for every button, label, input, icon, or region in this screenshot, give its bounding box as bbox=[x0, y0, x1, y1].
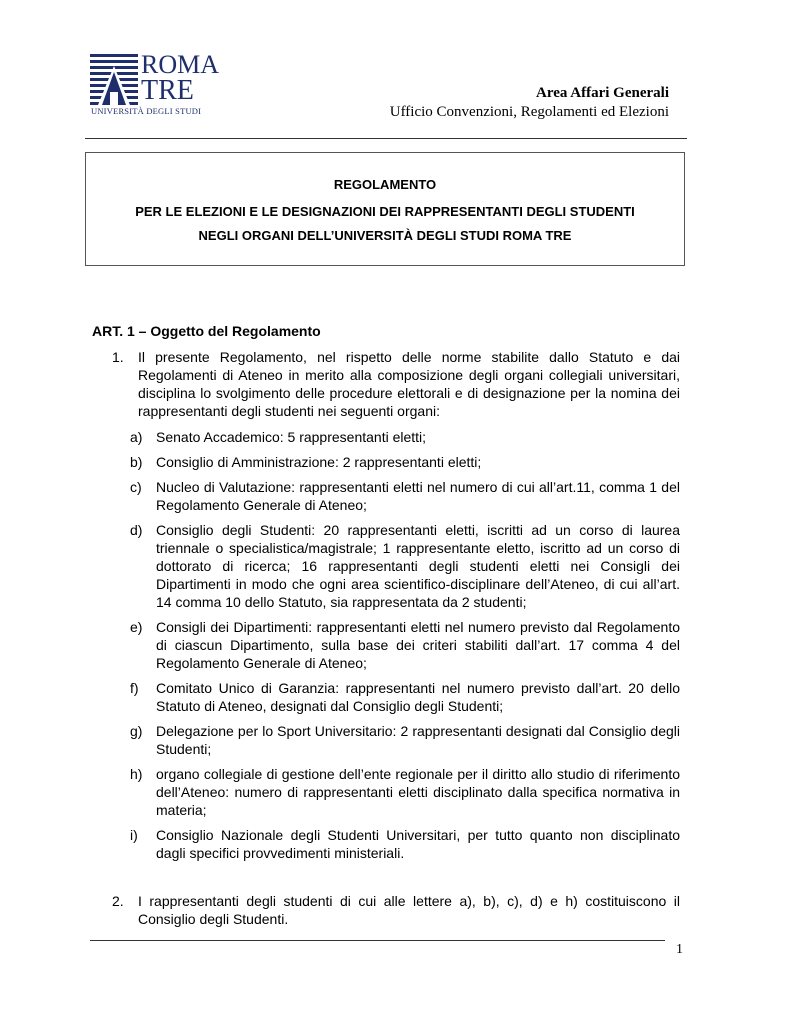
logo-roma-text: ROMA bbox=[141, 50, 220, 79]
header-divider bbox=[85, 138, 687, 139]
list-item-text: Consiglio di Amministrazione: 2 rappresentanti eletti; bbox=[156, 454, 482, 470]
list-item bbox=[92, 765, 680, 819]
paragraph-number: 1. bbox=[112, 349, 124, 365]
list-item-text: Consiglio Nazionale degli Studenti Universitari, per tutto quanto non disciplinato dagli specifici provvedimenti ministeriali. bbox=[156, 827, 680, 861]
list-item-text: Nucleo di Valutazione: rappresentanti eletti nel numero di cui all’art.11, comma 1 del Regolamento Generale di Ateneo; bbox=[156, 479, 680, 513]
footer-divider bbox=[90, 940, 665, 941]
article-content bbox=[92, 322, 680, 928]
logo-emblem-icon bbox=[90, 52, 140, 108]
list-item-letter: d) bbox=[130, 522, 143, 538]
list-item-text: organo collegiale di gestione dell’ente regionale per il diritto allo studio di riferimento dell’Ateneo: numero di rappresentanti eletti disciplinato dalla specifica normativa in materia; bbox=[156, 766, 680, 818]
paragraph-text: I rappresentanti degli studenti di cui alle lettere a), b), c), d) e h) costituiscono il Consiglio degli Studenti. bbox=[138, 893, 680, 927]
organ-list bbox=[92, 428, 680, 862]
paragraph-2 bbox=[92, 892, 680, 928]
paragraph-number: 2. bbox=[112, 893, 124, 909]
title-line-3: NEGLI ORGANI DELL’UNIVERSITÀ DEGLI STUDI ROMA TRE bbox=[198, 228, 572, 243]
list-item-text: Consiglio degli Studenti: 20 rappresentanti eletti, iscritti ad un corso di laurea triennale o specialistica/magistrale; 1 rappresentante eletto, iscritto ad un corso di dottorato di ricerca; 16 rappresentanti degli studenti eletti nei Consigli dei Dipartimenti in modo che ogni area scientifico-disciplinare dell’Ateneo, di cui all’art. 14 comma 10 dello Statuto, sia rappresentata da 2 studenti; bbox=[156, 522, 680, 610]
list-item-letter: i) bbox=[130, 827, 138, 843]
document-title-box bbox=[85, 152, 685, 266]
list-item-text: Comitato Unico di Garanzia: rappresentanti nel numero previsto dall’art. 20 dello Statuto di Ateneo, designati dal Consiglio degli Studenti; bbox=[156, 680, 680, 714]
university-logo bbox=[90, 50, 220, 116]
logo-tre-text: TRE bbox=[141, 75, 194, 106]
list-item-letter: f) bbox=[130, 680, 139, 696]
list-item bbox=[92, 521, 680, 611]
list-item bbox=[92, 478, 680, 514]
list-item-letter: h) bbox=[130, 766, 143, 782]
list-item-letter: a) bbox=[130, 429, 143, 445]
list-item-letter: c) bbox=[130, 479, 142, 495]
page-number: 1 bbox=[676, 942, 683, 957]
list-item bbox=[92, 453, 680, 471]
list-item bbox=[92, 722, 680, 758]
list-item-text: Delegazione per lo Sport Universitario: 2 rappresentanti designati dal Consiglio degli Studenti; bbox=[156, 723, 680, 757]
office-title: Ufficio Convenzioni, Regolamenti ed Elezioni bbox=[389, 104, 669, 120]
list-item-letter: b) bbox=[130, 454, 143, 470]
area-title: Area Affari Generali bbox=[535, 85, 669, 101]
list-item-letter: g) bbox=[130, 723, 143, 739]
list-item bbox=[92, 826, 680, 862]
list-item bbox=[92, 618, 680, 672]
logo-university-text: UNIVERSITÀ DEGLI STUDI bbox=[91, 106, 202, 116]
list-item bbox=[92, 428, 680, 446]
office-header bbox=[390, 84, 669, 122]
list-item-letter: e) bbox=[130, 619, 143, 635]
paragraph-1 bbox=[92, 348, 680, 420]
list-item-text: Senato Accademico: 5 rappresentanti eletti; bbox=[156, 429, 427, 445]
title-line-2: PER LE ELEZIONI E LE DESIGNAZIONI DEI RAPPRESENTANTI DEGLI STUDENTI bbox=[135, 204, 635, 219]
paragraph-text: Il presente Regolamento, nel rispetto delle norme stabilite dallo Statuto e dai Regolamenti di Ateneo in merito alla composizione degli organi collegiali universitari, disciplina lo svolgimento delle procedure elettorali e di designazione per la nomina dei rappresentanti degli studenti nei seguenti organi: bbox=[138, 349, 680, 419]
title-line-1: REGOLAMENTO bbox=[333, 177, 437, 192]
list-item-text: Consigli dei Dipartimenti: rappresentanti eletti nel numero previsto dal Regolamento di ciascun Dipartimento, sulla base dei criteri stabiliti dall’art. 17 comma 4 del Regolamento Generale di Ateneo; bbox=[156, 619, 680, 671]
article-heading: ART. 1 – Oggetto del Regolamento bbox=[92, 323, 321, 339]
list-item bbox=[92, 679, 680, 715]
